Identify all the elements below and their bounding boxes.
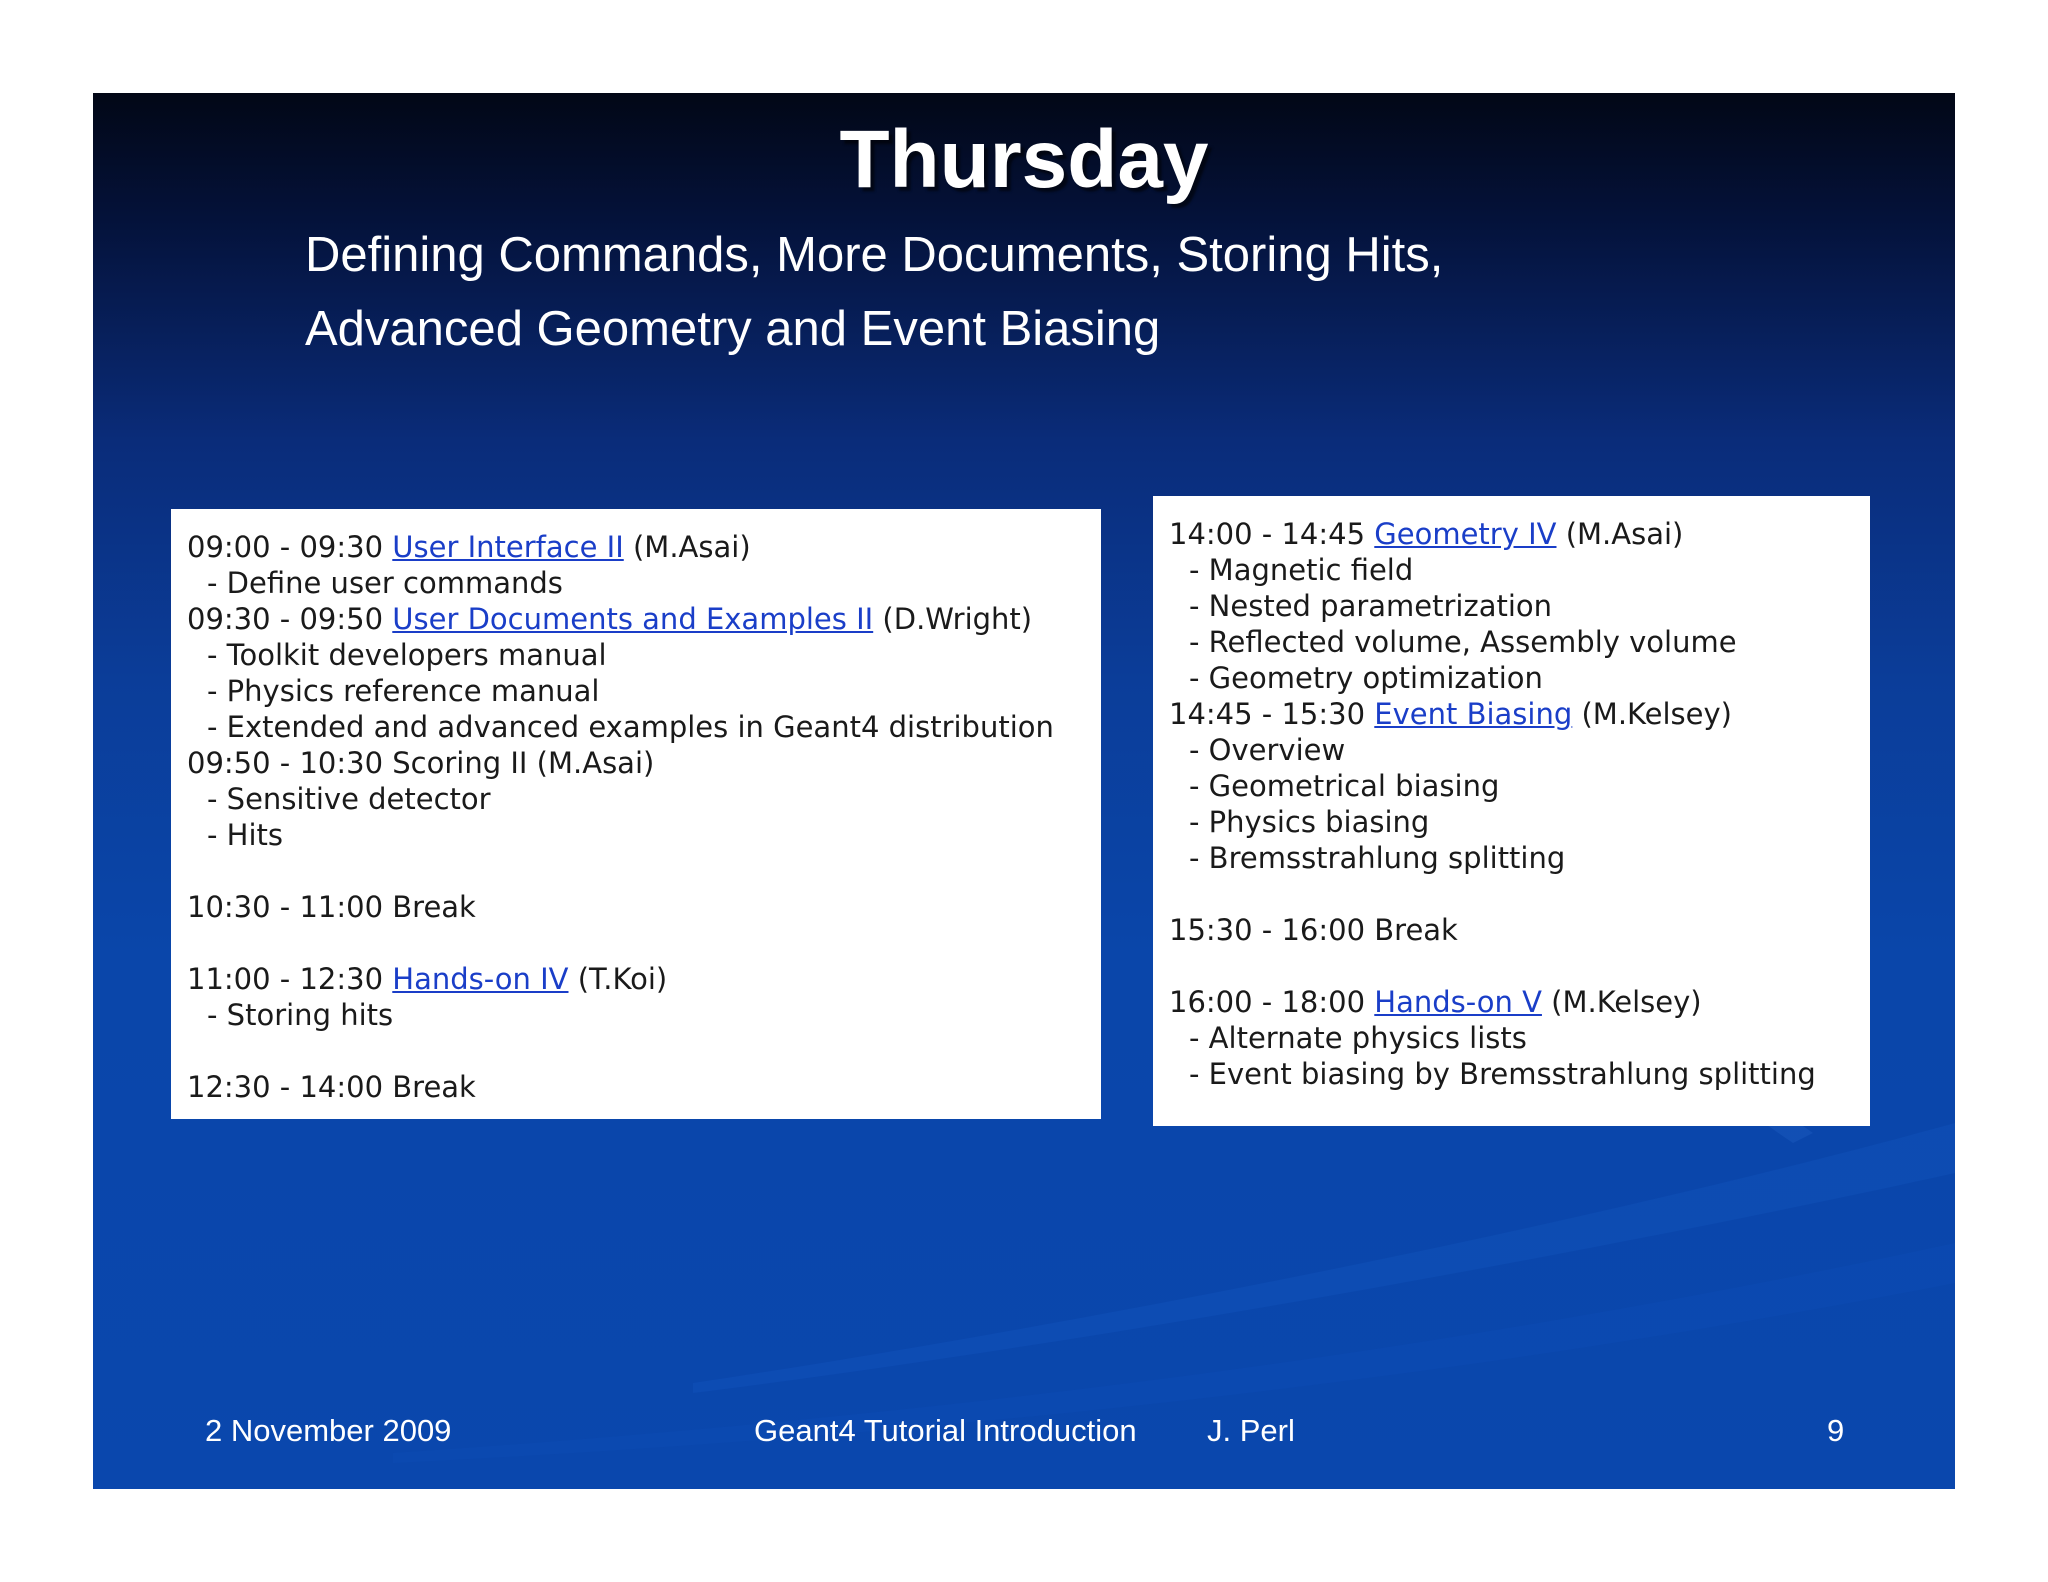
session-row — [1169, 696, 1854, 732]
schedule-panel-afternoon — [1153, 496, 1870, 1126]
user-interface-ii-link[interactable]: User Interface II — [392, 530, 624, 564]
session-topic: - Hits — [207, 818, 284, 852]
session-speaker: (M.Asai) — [632, 530, 751, 564]
session-row — [1169, 516, 1854, 552]
slide-title: Thursday — [839, 114, 1209, 205]
event-biasing-link[interactable]: Event Biasing — [1374, 697, 1573, 731]
geometry-iv-link[interactable]: Geometry IV — [1374, 517, 1557, 551]
session-row — [187, 961, 1085, 997]
session-speaker: (M.Kelsey) — [1551, 985, 1702, 1019]
session-time: 09:00 - 09:30 — [187, 530, 384, 564]
session-topic: - Alternate physics lists — [1189, 1021, 1527, 1055]
session-row — [187, 601, 1085, 637]
hands-on-iv-link[interactable]: Hands-on IV — [392, 962, 569, 996]
session-speaker: (M.Kelsey) — [1581, 697, 1732, 731]
spacer — [1169, 948, 1854, 984]
session-topic: - Storing hits — [207, 998, 394, 1032]
break-row: 15:30 - 16:00 Break — [1169, 913, 1458, 947]
session-row — [1169, 984, 1854, 1020]
session-time: 16:00 - 18:00 — [1169, 985, 1366, 1019]
session-time: 14:45 - 15:30 — [1169, 697, 1366, 731]
break-row: 10:30 - 11:00 Break — [187, 890, 476, 924]
session-topic: - Overview — [1189, 733, 1346, 767]
spacer — [187, 853, 1085, 889]
session-topic: - Bremsstrahlung splitting — [1189, 841, 1566, 875]
session-speaker: (M.Asai) — [1565, 517, 1684, 551]
spacer — [1169, 876, 1854, 912]
footer-page-number: 9 — [1827, 1413, 1845, 1448]
hands-on-v-link[interactable]: Hands-on V — [1374, 985, 1542, 1019]
session-time: 09:30 - 09:50 — [187, 602, 384, 636]
subtitle-line-2: Advanced Geometry and Event Biasing — [305, 302, 1161, 356]
spacer — [187, 925, 1085, 961]
footer-title: Geant4 Tutorial Introduction — [754, 1413, 1137, 1448]
footer-date: 2 November 2009 — [205, 1413, 452, 1448]
session-topic: - Nested parametrization — [1189, 589, 1553, 623]
session-topic: - Physics biasing — [1189, 805, 1430, 839]
session-topic: - Geometry optimization — [1189, 661, 1543, 695]
session-time: 14:00 - 14:45 — [1169, 517, 1366, 551]
session-row: 09:50 - 10:30 Scoring II (M.Asai) — [187, 746, 655, 780]
session-speaker: (D.Wright) — [882, 602, 1033, 636]
user-documents-link[interactable]: User Documents and Examples II — [392, 602, 874, 636]
subtitle-line-1: Defining Commands, More Documents, Storing Hits, — [305, 228, 1444, 282]
session-topic: - Magnetic field — [1189, 553, 1414, 587]
footer-author: J. Perl — [1207, 1413, 1295, 1448]
session-topic: - Toolkit developers manual — [207, 638, 607, 672]
session-topic: - Reflected volume, Assembly volume — [1189, 625, 1737, 659]
break-row: 12:30 - 14:00 Break — [187, 1070, 476, 1104]
session-topic: - Sensitive detector — [207, 782, 491, 816]
session-topic: - Event biasing by Bremsstrahlung splitting — [1189, 1057, 1816, 1091]
session-topic: - Geometrical biasing — [1189, 769, 1500, 803]
session-topic: - Extended and advanced examples in Geant4 distribution — [207, 710, 1054, 744]
session-topic: - Physics reference manual — [207, 674, 600, 708]
slide — [93, 93, 1955, 1489]
spacer — [187, 1033, 1085, 1069]
session-row — [187, 529, 1085, 565]
session-speaker: (T.Koi) — [577, 962, 668, 996]
session-time: 11:00 - 12:30 — [187, 962, 384, 996]
session-topic: - Define user commands — [207, 566, 563, 600]
schedule-panel-morning — [171, 509, 1101, 1119]
